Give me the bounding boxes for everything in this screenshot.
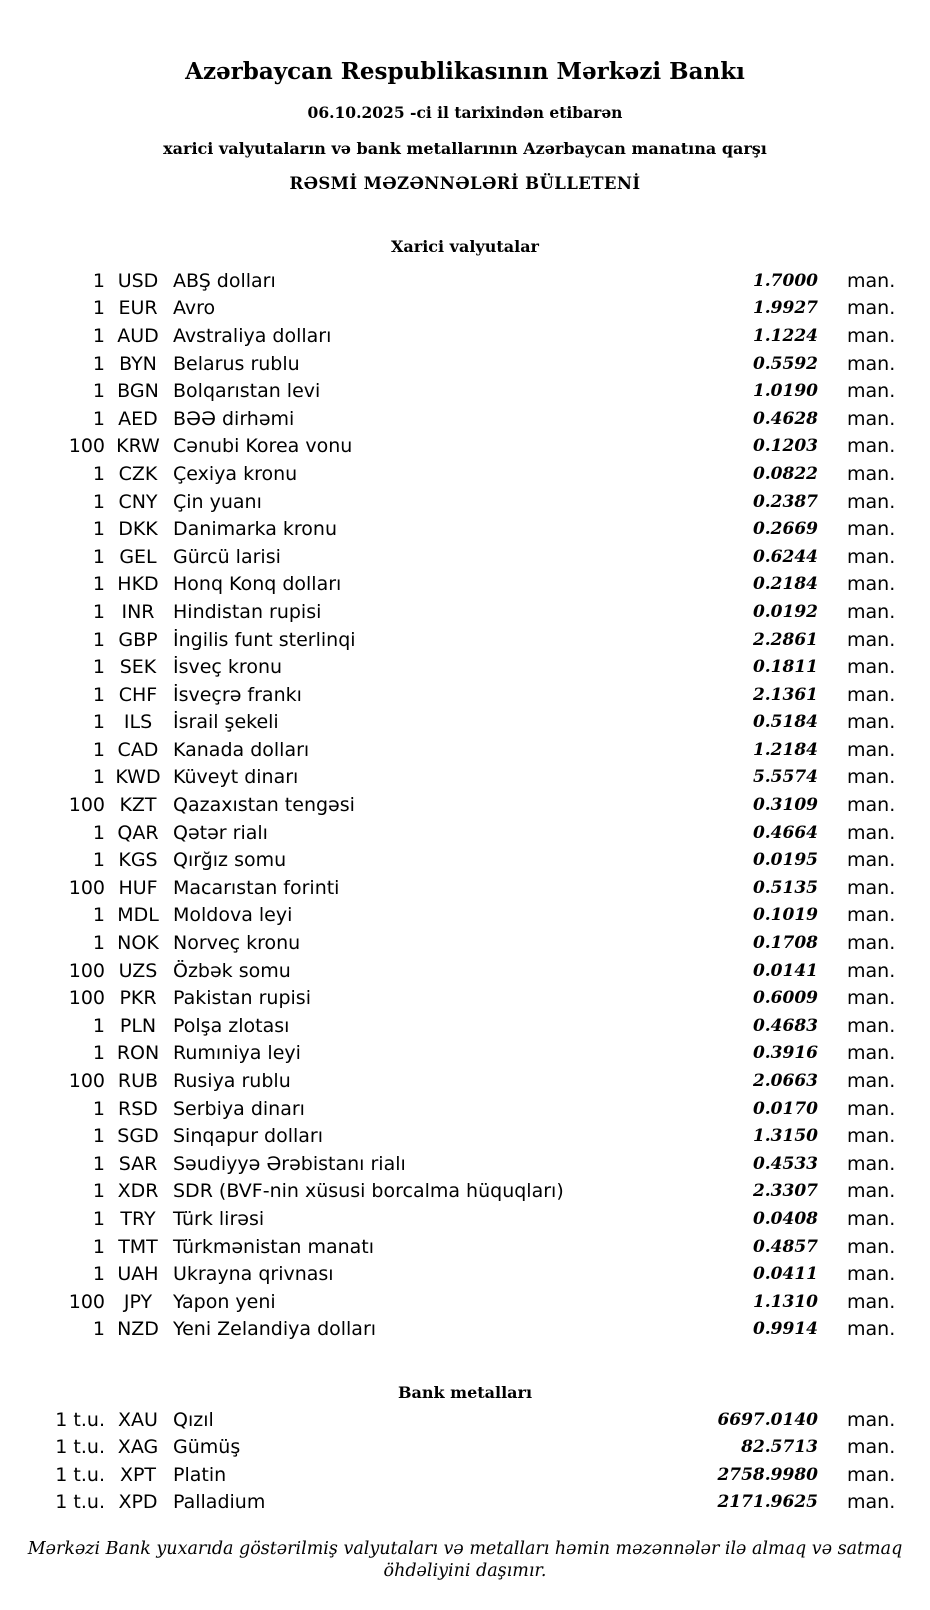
currency-code: JPY xyxy=(123,1290,153,1313)
currency-quantity: 1 xyxy=(92,738,105,761)
currency-unit-label: man. xyxy=(847,959,896,982)
currency-name: İsrail şekeli xyxy=(173,711,279,734)
table-row xyxy=(0,681,930,709)
currency-quantity: 1 xyxy=(92,518,105,541)
currency-name: Özbək somu xyxy=(173,959,291,982)
currency-quantity: 1 xyxy=(92,324,105,347)
currency-rate: 0.1203 xyxy=(752,436,818,457)
metal-unit-label: man. xyxy=(847,1491,896,1514)
currency-rate: 0.4857 xyxy=(752,1236,818,1257)
currency-name: İsveçrə frankı xyxy=(173,683,302,706)
currency-code: INR xyxy=(121,600,155,623)
currency-name: Serbiya dinarı xyxy=(173,1097,305,1120)
currency-code: GBP xyxy=(118,628,158,651)
currency-rate: 0.4664 xyxy=(752,822,818,843)
currency-code: GEL xyxy=(119,545,157,568)
currency-unit-label: man. xyxy=(847,600,896,623)
table-row xyxy=(0,295,930,323)
currency-rate: 0.0195 xyxy=(752,850,818,871)
currency-rate-table xyxy=(0,267,930,1343)
currency-quantity: 100 xyxy=(68,794,105,817)
currency-name: İngilis funt sterlinqi xyxy=(173,628,356,651)
currency-code: USD xyxy=(117,269,159,292)
currency-unit-label: man. xyxy=(847,297,896,320)
currency-quantity: 1 xyxy=(92,269,105,292)
currency-quantity: 1 xyxy=(92,1263,105,1286)
currency-name: Küveyt dinarı xyxy=(173,766,299,789)
metal-code: XPT xyxy=(119,1463,157,1486)
currency-name: Türkmənistan manatı xyxy=(173,1235,375,1258)
currency-code: SAR xyxy=(118,1152,158,1175)
table-row xyxy=(0,626,930,654)
currency-rate: 1.2184 xyxy=(752,739,818,760)
currency-rate: 1.7000 xyxy=(752,270,818,291)
currency-code: SGD xyxy=(117,1125,159,1148)
currency-rate: 0.0822 xyxy=(752,463,818,484)
currency-code: RON xyxy=(116,1042,160,1065)
metal-quantity: 1 t.u. xyxy=(55,1436,105,1459)
currency-name: Qırğız somu xyxy=(173,849,287,872)
currency-name: SDR (BVF-nin xüsusi borcalma hüquqları) xyxy=(173,1180,564,1203)
currency-unit-label: man. xyxy=(847,904,896,927)
currency-unit-label: man. xyxy=(847,1042,896,1065)
currency-rate: 0.0170 xyxy=(752,1098,818,1119)
page-title: Azərbaycan Respublikasının Mərkəzi Bankı xyxy=(185,58,745,85)
currency-unit-label: man. xyxy=(847,1263,896,1286)
currency-name: Gürcü larisi xyxy=(173,545,281,568)
currency-code: BYN xyxy=(119,352,157,375)
currency-quantity: 1 xyxy=(92,766,105,789)
currency-unit-label: man. xyxy=(847,1235,896,1258)
currency-rate: 0.4683 xyxy=(752,1015,818,1036)
table-row xyxy=(0,377,930,405)
bulletin-title: RƏSMİ MƏZƏNNƏLƏRİ BÜLLETENİ xyxy=(289,174,641,193)
currency-code: CNY xyxy=(118,490,158,513)
currency-name: Honq Konq dolları xyxy=(173,573,342,596)
currency-name: ABŞ dolları xyxy=(173,269,276,292)
currency-name: Avro xyxy=(173,297,216,320)
currency-quantity: 1 xyxy=(92,490,105,513)
currency-code: UZS xyxy=(118,959,158,982)
currency-code: NOK xyxy=(117,932,159,955)
table-row xyxy=(0,1288,930,1316)
currency-name: Pakistan rupisi xyxy=(173,987,311,1010)
currency-rate: 0.1811 xyxy=(752,657,818,678)
currency-code: KGS xyxy=(118,849,158,872)
currency-unit-label: man. xyxy=(847,462,896,485)
currency-code: PKR xyxy=(119,987,157,1010)
currency-rate: 0.5184 xyxy=(752,712,818,733)
table-row xyxy=(0,571,930,599)
currency-name: Qazaxıstan tengəsi xyxy=(173,794,355,817)
table-row xyxy=(0,460,930,488)
currency-unit-label: man. xyxy=(847,1152,896,1175)
currency-name: İsveç kronu xyxy=(173,656,283,679)
currency-name: BƏƏ dirhəmi xyxy=(173,407,295,430)
currency-code: TMT xyxy=(118,1235,158,1258)
currency-rate: 0.3109 xyxy=(752,795,818,816)
currency-quantity: 1 xyxy=(92,380,105,403)
currency-rate: 0.1019 xyxy=(752,905,818,926)
currency-quantity: 1 xyxy=(92,628,105,651)
currency-unit-label: man. xyxy=(847,794,896,817)
currency-code: CZK xyxy=(118,462,158,485)
currency-rate: 2.0663 xyxy=(752,1071,818,1092)
subject-line: xarici valyutaların və bank metallarının Azərbaycan manatına qarşı xyxy=(163,139,767,158)
currency-rate: 1.0190 xyxy=(752,381,818,402)
currency-name: Moldova leyi xyxy=(173,904,293,927)
currency-rate: 1.9927 xyxy=(752,298,818,319)
currency-name: Rusiya rublu xyxy=(173,1070,291,1093)
table-row xyxy=(0,1316,930,1344)
currency-code: BGN xyxy=(117,380,159,403)
currency-unit-label: man. xyxy=(847,656,896,679)
currency-name: Səudiyyə Ərəbistanı rialı xyxy=(173,1152,406,1175)
currency-code: SEK xyxy=(119,656,157,679)
table-row xyxy=(0,1461,930,1489)
currency-name: Avstraliya dolları xyxy=(173,324,332,347)
currency-rate: 2.1361 xyxy=(752,684,818,705)
table-row xyxy=(0,819,930,847)
currency-unit-label: man. xyxy=(847,987,896,1010)
currency-code: DKK xyxy=(118,518,158,541)
currency-unit-label: man. xyxy=(847,711,896,734)
currency-unit-label: man. xyxy=(847,876,896,899)
currency-quantity: 1 xyxy=(92,462,105,485)
currency-rate: 2.2861 xyxy=(752,629,818,650)
table-row xyxy=(0,405,930,433)
metal-quantity: 1 t.u. xyxy=(55,1491,105,1514)
currency-code: AED xyxy=(118,407,158,430)
table-row xyxy=(0,764,930,792)
currency-quantity: 100 xyxy=(68,959,105,982)
currency-name: Norveç kronu xyxy=(173,932,301,955)
currency-quantity: 1 xyxy=(92,1235,105,1258)
metal-rate: 82.5713 xyxy=(741,1437,818,1458)
currency-unit-label: man. xyxy=(847,1014,896,1037)
currency-quantity: 100 xyxy=(68,435,105,458)
currency-name: Macarıstan forinti xyxy=(173,876,340,899)
currency-code: CHF xyxy=(118,683,158,706)
currency-rate: 2.3307 xyxy=(752,1181,818,1202)
currency-quantity: 1 xyxy=(92,1152,105,1175)
table-row xyxy=(0,874,930,902)
metal-rate: 2758.9980 xyxy=(717,1464,818,1485)
metal-code: XAU xyxy=(118,1408,158,1431)
currency-rate: 0.3916 xyxy=(752,1043,818,1064)
currency-name: Çexiya kronu xyxy=(173,462,298,485)
currency-name: Yapon yeni xyxy=(173,1290,276,1313)
currency-quantity: 1 xyxy=(92,297,105,320)
currency-name: Sinqapur dolları xyxy=(173,1125,324,1148)
table-row xyxy=(0,322,930,350)
metal-name: Palladium xyxy=(173,1491,266,1514)
currency-quantity: 1 xyxy=(92,1207,105,1230)
currency-quantity: 1 xyxy=(92,600,105,623)
metal-name: Platin xyxy=(173,1463,227,1486)
metal-code: XPD xyxy=(118,1491,158,1514)
currency-unit-label: man. xyxy=(847,1207,896,1230)
currency-rate: 0.5592 xyxy=(752,353,818,374)
table-row xyxy=(0,1040,930,1068)
metal-unit-label: man. xyxy=(847,1436,896,1459)
currency-code: TRY xyxy=(120,1207,156,1230)
currency-code: UAH xyxy=(117,1263,159,1286)
currency-quantity: 1 xyxy=(92,1097,105,1120)
metal-name: Qızıl xyxy=(173,1408,214,1431)
table-row xyxy=(0,515,930,543)
currency-unit-label: man. xyxy=(847,1097,896,1120)
disclaimer-text: Mərkəzi Bank yuxarıda göstərilmiş valyutaları və metalları həmin məzənnələr ilə almaq və satmaq öhdəliyini daşımır. xyxy=(27,1539,903,1582)
currency-quantity: 1 xyxy=(92,1014,105,1037)
table-row xyxy=(0,1178,930,1206)
currency-quantity: 1 xyxy=(92,545,105,568)
metal-rate-table xyxy=(0,1406,930,1516)
metal-rate: 2171.9625 xyxy=(717,1492,818,1513)
currency-rate: 5.5574 xyxy=(752,767,818,788)
currency-unit-label: man. xyxy=(847,1318,896,1341)
currency-quantity: 1 xyxy=(92,932,105,955)
currency-unit-label: man. xyxy=(847,821,896,844)
currency-unit-label: man. xyxy=(847,932,896,955)
currency-name: Danimarka kronu xyxy=(173,518,338,541)
table-row xyxy=(0,1233,930,1261)
currency-unit-label: man. xyxy=(847,1125,896,1148)
currency-unit-label: man. xyxy=(847,407,896,430)
currency-code: PLN xyxy=(119,1014,157,1037)
currency-unit-label: man. xyxy=(847,683,896,706)
currency-rate: 0.2387 xyxy=(752,491,818,512)
table-row xyxy=(0,791,930,819)
currency-rate: 0.0411 xyxy=(752,1264,818,1285)
currency-code: XDR xyxy=(117,1180,159,1203)
currency-name: Bolqarıstan levi xyxy=(173,380,321,403)
currency-name: Polşa zlotası xyxy=(173,1014,290,1037)
currency-code: ILS xyxy=(123,711,153,734)
table-row xyxy=(0,1406,930,1434)
section-title-foreign-currencies: Xarici valyutalar xyxy=(391,237,539,256)
currency-name: Cənubi Korea vonu xyxy=(173,435,353,458)
currency-rate: 0.1708 xyxy=(752,933,818,954)
currency-quantity: 1 xyxy=(92,656,105,679)
table-row xyxy=(0,488,930,516)
currency-unit-label: man. xyxy=(847,738,896,761)
table-row xyxy=(0,653,930,681)
metal-quantity: 1 t.u. xyxy=(55,1463,105,1486)
currency-code: RUB xyxy=(117,1070,159,1093)
table-row xyxy=(0,846,930,874)
currency-code: RSD xyxy=(118,1097,158,1120)
currency-name: Yeni Zelandiya dolları xyxy=(173,1318,377,1341)
currency-rate: 0.2184 xyxy=(752,574,818,595)
currency-quantity: 1 xyxy=(92,1125,105,1148)
table-row xyxy=(0,709,930,737)
currency-quantity: 1 xyxy=(92,352,105,375)
currency-rate: 1.1224 xyxy=(752,325,818,346)
currency-code: KZT xyxy=(119,794,157,817)
currency-rate: 1.3150 xyxy=(752,1126,818,1147)
currency-quantity: 1 xyxy=(92,711,105,734)
currency-rate: 0.9914 xyxy=(752,1319,818,1340)
currency-unit-label: man. xyxy=(847,545,896,568)
metal-name: Gümüş xyxy=(173,1436,241,1459)
table-row xyxy=(0,984,930,1012)
currency-code: MDL xyxy=(117,904,159,927)
currency-quantity: 1 xyxy=(92,1180,105,1203)
currency-unit-label: man. xyxy=(847,518,896,541)
currency-quantity: 1 xyxy=(92,821,105,844)
currency-quantity: 100 xyxy=(68,876,105,899)
table-row xyxy=(0,902,930,930)
currency-unit-label: man. xyxy=(847,573,896,596)
currency-unit-label: man. xyxy=(847,324,896,347)
currency-quantity: 100 xyxy=(68,1070,105,1093)
currency-unit-label: man. xyxy=(847,1070,896,1093)
currency-quantity: 100 xyxy=(68,1290,105,1313)
currency-name: Ukrayna qrivnası xyxy=(173,1263,334,1286)
currency-rate: 0.0192 xyxy=(752,601,818,622)
currency-unit-label: man. xyxy=(847,766,896,789)
metal-quantity: 1 t.u. xyxy=(55,1408,105,1431)
currency-rate: 0.0408 xyxy=(752,1208,818,1229)
currency-rate: 0.4533 xyxy=(752,1153,818,1174)
table-row xyxy=(0,1012,930,1040)
currency-rate: 1.1310 xyxy=(752,1291,818,1312)
currency-rate: 0.6244 xyxy=(752,546,818,567)
currency-name: Belarus rublu xyxy=(173,352,300,375)
table-row xyxy=(0,736,930,764)
currency-unit-label: man. xyxy=(847,490,896,513)
currency-unit-label: man. xyxy=(847,435,896,458)
currency-code: NZD xyxy=(117,1318,159,1341)
metal-unit-label: man. xyxy=(847,1463,896,1486)
currency-name: Hindistan rupisi xyxy=(173,600,322,623)
table-row xyxy=(0,1067,930,1095)
table-row xyxy=(0,1095,930,1123)
currency-quantity: 1 xyxy=(92,904,105,927)
currency-code: QAR xyxy=(117,821,159,844)
currency-unit-label: man. xyxy=(847,1180,896,1203)
currency-code: HUF xyxy=(118,876,158,899)
currency-code: KWD xyxy=(115,766,161,789)
currency-quantity: 1 xyxy=(92,849,105,872)
table-row xyxy=(0,957,930,985)
currency-name: Kanada dolları xyxy=(173,738,310,761)
currency-unit-label: man. xyxy=(847,849,896,872)
currency-rate: 0.4628 xyxy=(752,408,818,429)
table-row xyxy=(0,1434,930,1462)
currency-unit-label: man. xyxy=(847,628,896,651)
currency-quantity: 1 xyxy=(92,573,105,596)
table-row xyxy=(0,1122,930,1150)
currency-name: Çin yuanı xyxy=(173,490,262,513)
currency-unit-label: man. xyxy=(847,269,896,292)
table-row xyxy=(0,1205,930,1233)
currency-name: Türk lirəsi xyxy=(173,1207,265,1230)
currency-rate: 0.6009 xyxy=(752,988,818,1009)
metal-code: XAG xyxy=(117,1436,159,1459)
currency-code: HKD xyxy=(117,573,159,596)
currency-rate: 0.2669 xyxy=(752,519,818,540)
currency-quantity: 1 xyxy=(92,1318,105,1341)
currency-code: EUR xyxy=(118,297,158,320)
metal-rate: 6697.0140 xyxy=(717,1409,818,1430)
table-row xyxy=(0,350,930,378)
section-title-bank-metals: Bank metalları xyxy=(397,1383,533,1403)
currency-name: Qətər rialı xyxy=(173,821,268,844)
table-row xyxy=(0,433,930,461)
currency-unit-label: man. xyxy=(847,352,896,375)
currency-rate: 0.0141 xyxy=(752,960,818,981)
currency-quantity: 100 xyxy=(68,987,105,1010)
currency-code: AUD xyxy=(117,324,159,347)
table-row xyxy=(0,598,930,626)
metal-unit-label: man. xyxy=(847,1408,896,1431)
table-row xyxy=(0,267,930,295)
table-row xyxy=(0,1260,930,1288)
table-row xyxy=(0,543,930,571)
currency-quantity: 1 xyxy=(92,407,105,430)
effective-date-line: 06.10.2025 -ci il tarixindən etibarən xyxy=(307,103,623,122)
currency-quantity: 1 xyxy=(92,683,105,706)
currency-unit-label: man. xyxy=(847,380,896,403)
table-row xyxy=(0,929,930,957)
currency-rate: 0.5135 xyxy=(752,877,818,898)
currency-quantity: 1 xyxy=(92,1042,105,1065)
currency-code: KRW xyxy=(116,435,160,458)
currency-unit-label: man. xyxy=(847,1290,896,1313)
currency-code: CAD xyxy=(117,738,159,761)
table-row xyxy=(0,1489,930,1517)
currency-name: Rumıniya leyi xyxy=(173,1042,301,1065)
table-row xyxy=(0,1150,930,1178)
